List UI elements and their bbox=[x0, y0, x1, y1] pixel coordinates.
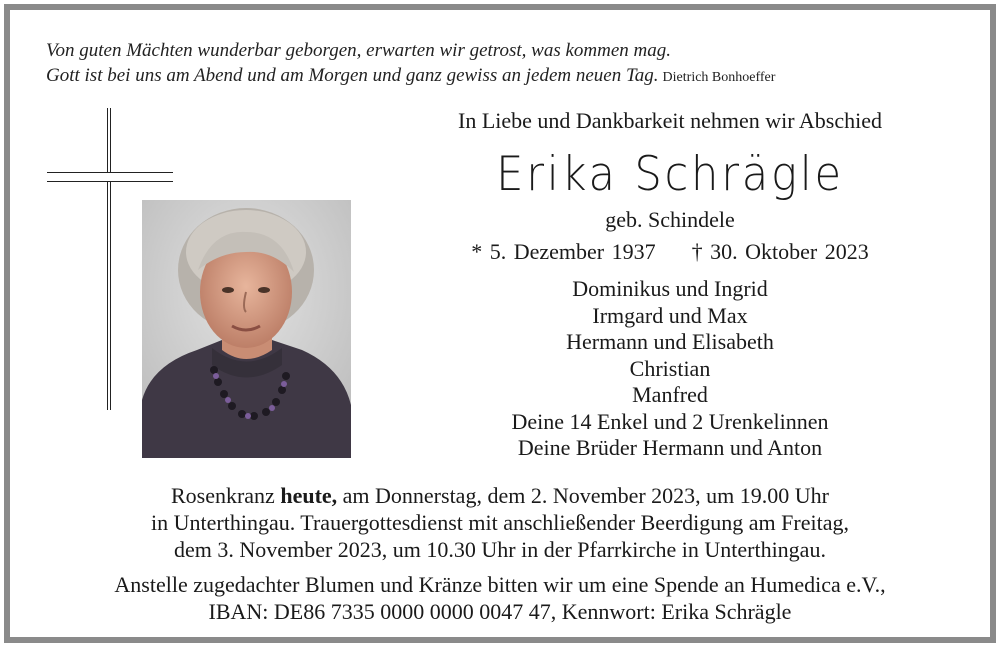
mourner: Christian bbox=[629, 355, 711, 381]
service-line-3: dem 3. November 2023, um 10.30 Uhr in der Pfarrkirche in Unterthingau. bbox=[174, 537, 826, 562]
intro-line: In Liebe und Dankbarkeit nehmen wir Abschied bbox=[458, 108, 882, 133]
mourner: Irmgard und Max bbox=[592, 302, 748, 328]
donation-line-1: Anstelle zugedachter Blumen und Kränze bitten wir um eine Spende an Humedica e.V., bbox=[114, 572, 886, 597]
obituary-frame bbox=[4, 4, 996, 643]
mourner: Deine Brüder Hermann und Anton bbox=[517, 435, 823, 460]
deceased-name: Erika Schrägle bbox=[496, 147, 844, 202]
service-text-b: am Donnerstag, dem 2. November 2023, um 19.00 Uhr bbox=[337, 483, 830, 508]
service-today: heute, bbox=[280, 483, 338, 508]
mourners-list bbox=[410, 276, 930, 462]
donation-line-2: IBAN: DE86 7335 0000 0000 0047 47, Kennwort: Erika Schrägle bbox=[208, 599, 792, 624]
service-line-1 bbox=[10, 482, 990, 509]
quote-line-2 bbox=[46, 63, 775, 90]
quote-author: Dietrich Bonhoeffer bbox=[662, 70, 776, 85]
life-dates bbox=[410, 234, 930, 270]
mourner: Deine 14 Enkel und 2 Urenkelinnen bbox=[511, 408, 829, 434]
main-text bbox=[410, 106, 930, 462]
cross-icon bbox=[107, 108, 111, 410]
service-text-a: Rosenkranz bbox=[170, 483, 281, 508]
mourner: Dominikus und Ingrid bbox=[572, 276, 768, 301]
service-info bbox=[10, 482, 990, 625]
birth-date: * 5. Dezember 1937 bbox=[471, 239, 656, 264]
portrait-photo bbox=[142, 200, 351, 458]
quote-line-1: Von guten Mächten wunderbar geborgen, erwarten wir getrost, was kommen mag. bbox=[46, 40, 672, 61]
service-line-2: in Unterthingau. Trauergottesdienst mit anschließender Beerdigung am Freitag, bbox=[151, 510, 849, 535]
quote-line-2-text: Gott ist bei uns am Abend und am Morgen und ganz gewiss an jedem neuen Tag. bbox=[46, 65, 659, 86]
maiden-name: geb. Schindele bbox=[605, 207, 735, 232]
death-date: † 30. Oktober 2023 bbox=[691, 239, 869, 264]
mourner: Manfred bbox=[632, 382, 708, 407]
mourner: Hermann und Elisabeth bbox=[566, 329, 774, 354]
bonhoeffer-quote bbox=[46, 38, 775, 90]
cross-bar bbox=[47, 172, 173, 182]
